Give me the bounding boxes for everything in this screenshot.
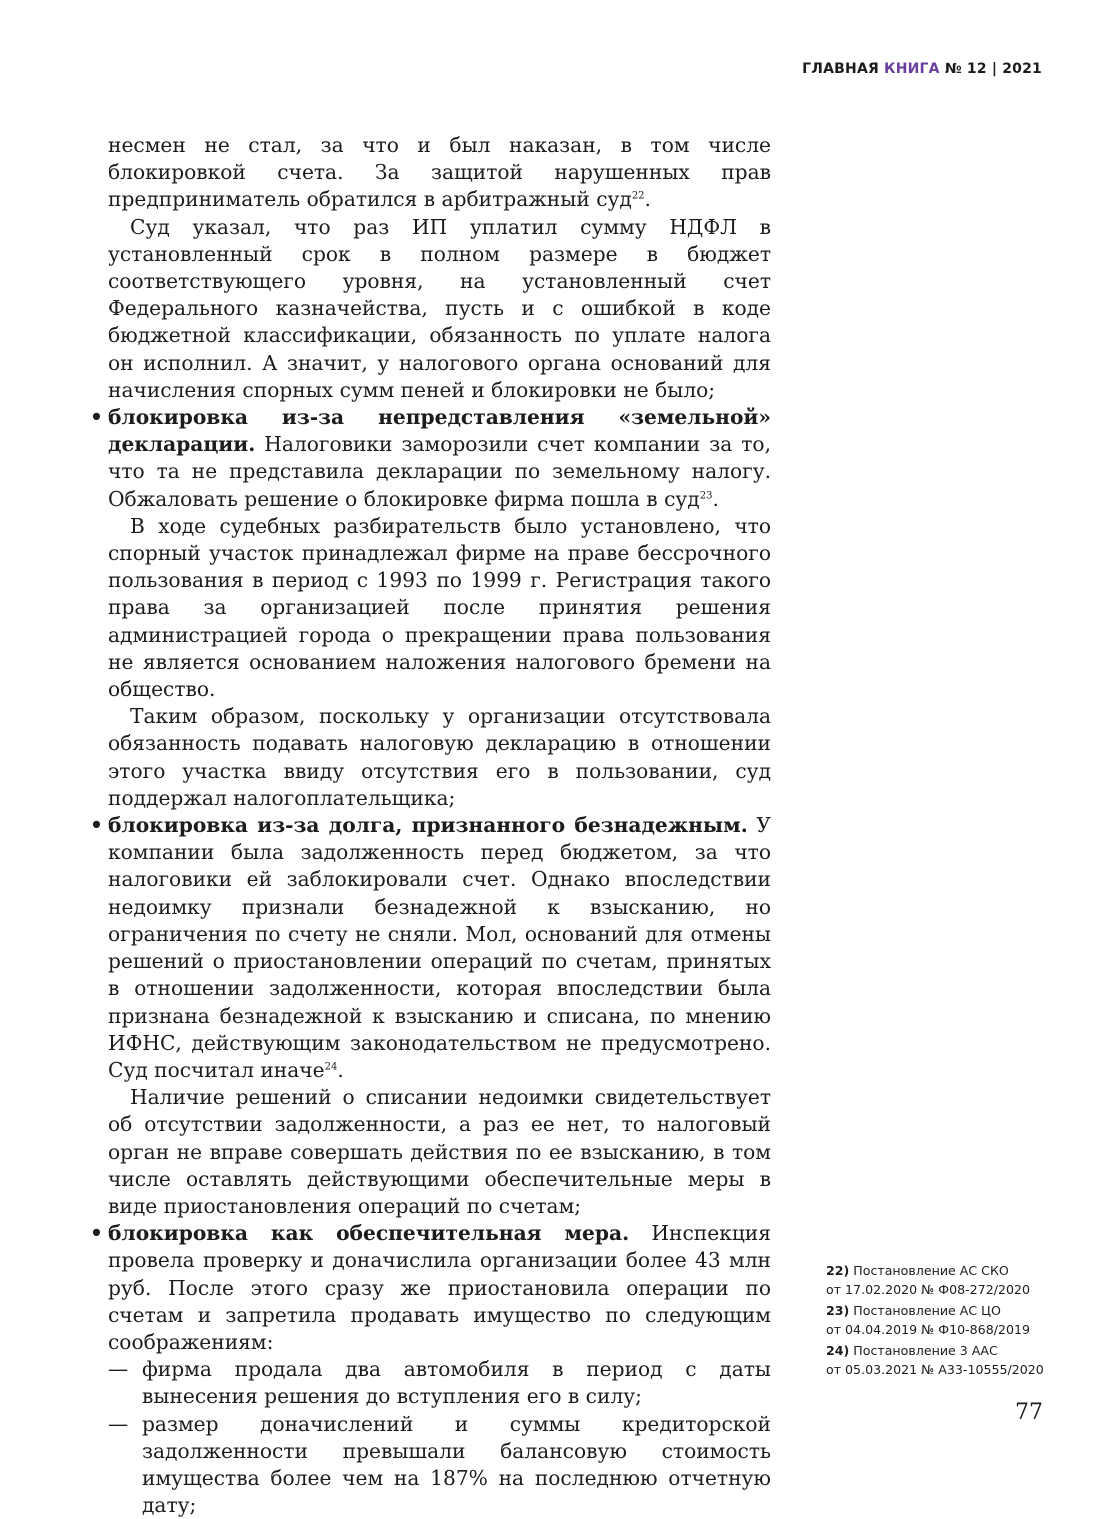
header-magazine-name-part1: ГЛАВНАЯ [802, 61, 879, 77]
bullet-title: блокировка как обеспечительная мера. [108, 1221, 630, 1246]
bullet-item-hopeless-debt: • блокировка из-за долга, признанного безнадежным. У компании была задолженность перед бюджетом, за что налоговики ей заблокировали счет. Однако впоследствии недоимку признали безнадежной к взысканию, но ограничения по счету не сняли. Мол, оснований для отмены решений о приостановлении операций по счетам, принятых в отношении задолженности, которая впоследствии была признана безнадежной к взысканию и списана, по мнению ИФНС, действующим законодательством не предусмотрено. Суд посчитал иначе$^{24}$. [90, 813, 771, 1082]
paragraph-4: Таким образом, поскольку у организации отсутствовала обязанность подавать налоговую декларацию в отношении этого участка ввиду отсутствия его в пользовании, суд поддержал налогоплательщика; [108, 704, 771, 810]
paragraph-3: В ходе судебных разбирательств было установлено, что спорный участок принадлежал фирме на праве бессрочного пользования в период с 1993 по 1999 г. Регистрация такого права за организацией после принятия решения администрацией города о прекращении права пользования не является основанием наложения налогового бремени на общество. [108, 513, 771, 702]
footnote-ref-24: 24 [324, 1061, 338, 1073]
article-body [90, 132, 771, 1519]
footnote-ref-23: 23 [699, 489, 713, 501]
bullet-item-security-measure: • блокировка как обеспечительная мера. Инспекция провела проверку и доначислила организации более 43 млн руб. После этого сразу же приостановила операции по счетам и запретила продавать имущество по следующим соображениям: [90, 1221, 771, 1354]
footnote-23: 23) Постановление АС ЦО от 04.04.2019 № Ф10-868/2019 [826, 1303, 1030, 1337]
bullet-item-land-declaration: • блокировка из-за непредставления «земельной» декларации. Налоговики заморозили счет компании за то, что та не представила декларации по земельному налогу. Обжаловать решение о блокировке фирма пошла в суд$^{23}$. [90, 405, 771, 511]
footnotes [826, 1262, 1056, 1382]
header-issue: № 12 | 2021 [944, 61, 1042, 77]
running-header [802, 61, 1042, 77]
header-magazine-name-part2: КНИГА [884, 61, 940, 77]
dash-marker: — [108, 1411, 129, 1436]
dash-item-2: — размер доначислений и суммы кредиторской задолженности превышали балансовую стоимость имущества более чем на 187% на последнюю отчетную дату; [108, 1411, 771, 1518]
footnote-24: 24) Постановление 3 ААС от 05.03.2021 № А33-10555/2020 [826, 1343, 1044, 1377]
bullet-marker: • [90, 813, 103, 838]
dash-item-1: — фирма продала два автомобиля в период с даты вынесения решения до вступления его в силу; [108, 1357, 771, 1409]
bullet-marker: • [90, 1221, 103, 1246]
page-number: 77 [1015, 1400, 1043, 1425]
paragraph-2: Суд указал, что раз ИП уплатил сумму НДФЛ в установленный срок в полном размере в бюджет соответствующего уровня, на установленный счет Федерального казначейства, пусть и с ошибкой в коде бюджетной классификации, обязанность по уплате налога он исполнил. А значит, у налогового органа оснований для начисления спорных сумм пеней и блокировки не было; [108, 214, 771, 402]
bullet-title: блокировка из-за долга, признанного безнадежным. [108, 813, 748, 838]
footnote-22: 22) Постановление АС СКО от 17.02.2020 № Ф08-272/2020 [826, 1263, 1030, 1297]
bullet-marker: • [90, 405, 103, 430]
paragraph-1: несмен не стал, за что и был наказан, в том числе блокировкой счета. За защитой нарушенных прав предприниматель обратился в арбитражный суд$^{22}$. [108, 133, 771, 212]
bullet-title: блокировка из-за непредставления «земельной» декларации. [108, 405, 771, 457]
dash-marker: — [108, 1357, 129, 1382]
footnote-ref-22: 22 [631, 190, 645, 202]
paragraph-5: Наличие решений о списании недоимки свидетельствует об отсутствии задолженности, а раз ее нет, то налоговый орган не вправе совершать действия по ее взысканию, в том числе оставлять действующими обеспечительные меры в виде приостановления операций по счетам; [108, 1085, 771, 1218]
